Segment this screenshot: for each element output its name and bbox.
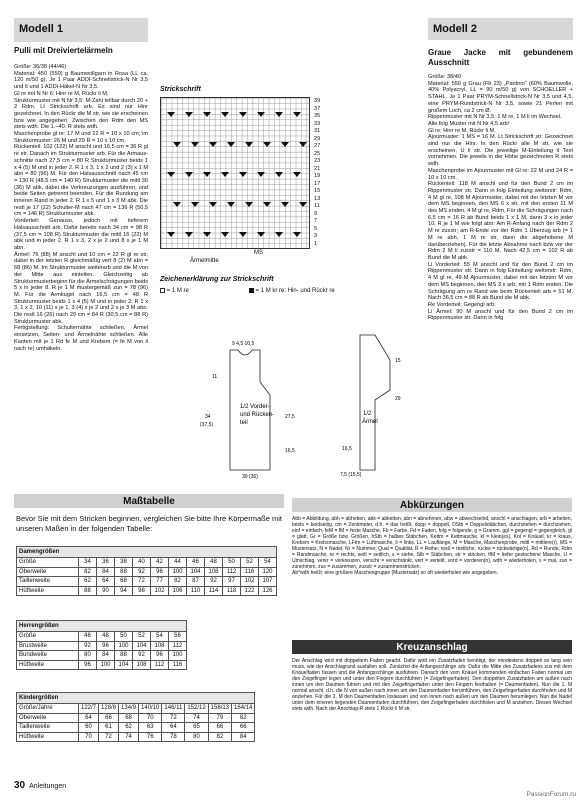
chart-cross-symbol <box>185 232 193 237</box>
chart-row-number: 13 <box>314 195 321 202</box>
row-label: Taillenweite <box>17 577 79 587</box>
table-cell: 72 <box>99 732 119 742</box>
chart-row-number: 35 <box>314 113 321 119</box>
table-cell: 46 <box>187 558 205 568</box>
table-cell: 164/14 <box>232 704 255 714</box>
chart-cross-symbol <box>257 112 265 117</box>
svg-text:34: 34 <box>205 414 211 420</box>
table-cell: 108 <box>205 567 223 577</box>
table-cell: 120 <box>259 567 277 577</box>
table-cell: 116 <box>169 660 187 670</box>
table-cell: 64 <box>79 713 99 723</box>
page-number: 30 <box>14 780 26 791</box>
table-cell: 84 <box>232 732 255 742</box>
table-row <box>17 577 277 587</box>
section-label: Anleitungen <box>29 783 67 790</box>
table-cell: 100 <box>97 660 115 670</box>
chart-cross-symbol <box>191 142 199 147</box>
legend-item-kr: = 1 M kr re: Hin- und Rückr re <box>249 288 335 294</box>
table-cell: 110 <box>187 586 205 596</box>
chart-row-number: 21 <box>314 165 321 172</box>
table-cell: 63 <box>139 723 162 733</box>
table-cell: 108 <box>133 660 151 670</box>
chart-cross-symbol <box>221 112 229 117</box>
chart-cross-symbol <box>173 142 181 147</box>
table-cell: 97 <box>223 577 241 587</box>
abkuerzungen-text: Abb = Abbildung, abh = abheben, abk = abketten, abn = abnehmen, abw = abwechselnd, anschl = anschlagen, arb = arbeiten, beids = beidseitig, cm = Zentimeter, d.h. = das heißt, dopp = doppelt, DStb = Doppelstäbchen, durchziehen = durchziehen, einf = einfach, feM = fM = feste Masche, Fb = Farbe, Fd = Faden, folg = folgende, g = Gramm, ggl = gegengl = gegengleich, gl = glatt, Gr = Größe bzw. Größen, hStb = halbes Stäbchen, Kettm = Kettmasche, kl = klein(es), Knl = Knäuel, kr = kraus, Krebsm = Krebsmasche, LFtm = Luftmasche, li = links, LL = Lauflänge, M = Masche, Maschenprobe, mittl = mittlere(r), MS = Mustersatz, N = Nadel, Nr = Nummer, Qual = Qualität, R = Reihe, restl = restliche, rückw = rückwärtige(n), Rd = Runde, Rdm = Randmasche, re = rechts, seitl = seitlich, s = siehe, Stb = Stäbchen, str = stricken, tfM = tiefer gestochene Masche, U = Umschlag, verkr = verkreuzen, verschr = verschränkt, vert = verteilt, vord = vorderen(n), wdh = wiederholen, x = mal, zun = zunehmen, zus = zusammen, zusstr = zusammenstricken. Ab*wdh heißt: eine größere Maschengruppe (Mustersatz) so oft wiederholen wie angegeben. <box>292 516 572 576</box>
table-row <box>17 651 187 661</box>
table-cell: 82 <box>208 732 231 742</box>
chart-cross-symbol <box>191 202 199 207</box>
table-cell: 70 <box>139 713 162 723</box>
svg-text:7,5 (15,5): 7,5 (15,5) <box>340 472 362 478</box>
table-cell: 94 <box>115 586 133 596</box>
table-cell: 108 <box>151 641 169 651</box>
chart-row-number: 3 <box>314 233 318 239</box>
svg-text:und Rücken-: und Rücken- <box>240 412 275 418</box>
model2-column <box>428 48 573 322</box>
table-cell: 102 <box>151 586 169 596</box>
row-label: Größe/Jahre <box>17 704 79 714</box>
chart-cross-symbol <box>293 232 301 237</box>
chart-row-number: 29 <box>314 135 321 142</box>
table-cell: 106 <box>169 586 187 596</box>
table-cell: 82 <box>79 567 97 577</box>
table-row <box>17 641 187 651</box>
chart-row-number: 11 <box>314 203 320 209</box>
table-cell: 112 <box>151 660 169 670</box>
table-cell: 66 <box>99 713 119 723</box>
svg-text:30 (36): 30 (36) <box>242 474 258 480</box>
chart-title: Strickschrift <box>160 86 201 93</box>
chart-cross-symbol <box>221 172 229 177</box>
kinder-title: Kindergrößen <box>16 692 255 703</box>
chart-row-number: 39 <box>314 98 321 104</box>
abkuerzungen-heading: Abkürzungen <box>292 498 572 512</box>
legend-title: Zeichenerklärung zur Strickschrift <box>160 276 274 283</box>
table-cell: 46 <box>79 632 97 642</box>
chart-cross-symbol <box>245 142 253 147</box>
table-cell: 107 <box>259 577 277 587</box>
table-row <box>17 567 277 577</box>
table-cell: 102 <box>241 577 259 587</box>
chart-cross-symbol <box>185 112 193 117</box>
kreuzanschlag-text: Der Anschlag wird mit doppeltem Faden gearbt. Dafür wird ein Zusatzfaden benötigt, der mindestens doppelt so lang sein muss, wie der Anschlagrand ausfallen soll. Zunächst die Anfangsschlinge arb: Dafür die Mitte des Zusatzfadens zus mit dem Knäuelfaden fassen und die Anfangsschlinge ausführen. Danach den vom Knäuel kommenden einfachen Faden normal um den Zeigefinger legen und unter den Fingern durchführen (= Zeigefingerfaden). Den doppelten Zusatzfaden um außen nach innen um den Daumen führen und mit den Zeigefingerfaden unter den Fingern festhalten (= Daumenfaden). Nun die 1. M normal anschl, d.h. die N von außen nach innen um den Daumenfaden herumführen, den Zeigefingerfaden durchholen und M anziehen. Für die 2. M den Daumenfaden loslassen und von innen nach außen um den Daumen herumlegen. Nun die Nadel unter dem inneren liegenden Daumenfaden durchführen, den Zeigefingerfaden durchholen und M anziehen. Diesen Wechsel stets wdh. Nach der Anschlag-R stets 1 Rückr li M str. <box>292 658 572 712</box>
table-cell: 52 <box>241 558 259 568</box>
table-cell: 44 <box>169 558 187 568</box>
chart-row-number: 27 <box>314 143 321 149</box>
model1-column <box>14 46 148 352</box>
chart-cross-symbol <box>167 172 175 177</box>
herren-table <box>16 620 187 670</box>
row-label: Brustweite <box>17 641 79 651</box>
svg-text:teil: teil <box>240 420 248 426</box>
table-row <box>17 586 277 596</box>
svg-text:(37,5): (37,5) <box>200 422 214 428</box>
chart-cross-symbol <box>263 142 271 147</box>
damen-table <box>16 546 277 596</box>
chart-row-number: 9 <box>314 210 318 217</box>
table-cell: 56 <box>169 632 187 642</box>
table-cell: 90 <box>97 586 115 596</box>
chart-cross-symbol <box>245 202 253 207</box>
model2-heading: Modell 2 <box>428 18 573 40</box>
model2-text: Größe: 38/40 Material: 550 g Grau (Fb 23) „Pantino" (60% Baumwolle, 40% Polyacryl, LL = 90 m/50 g) von SCHOELLER + STAHL. Je 1 Paar PRYM-Schnellstrick-N Nr 3,5 und 4,5, eine PRYM-Rundstrick-N Nr 3,5, sowie 21 Perlen mit großem Loch, ca 2 cm Ø. Rippenmuster mit N Nr 3,5: 1 M re, 1 M li im Wechsel. Alle folg Muster mit N Nr 4,5 arb! Gl re: Hinr re M, Rückr li M. Ajourmuster: 1 MS = 16 M. Lt Strickschrift str. Gezeichnet sind nur die Hinr. In den Rückr alle M str, wie sie erscheinen, U li str. Die jeweilige M-Einteilung lt Text vornehmen. Die jeweils in der Höhe gezeichneten R stets wdh. Maschenprobe im Ajourmuster mit Gl re: 22 M und 24 R = 10 x 10 cm. Rückenteil: 118 M anschl und für den Bund 2 cm im Rippenmuster str. Dann in folg Einteilung weiterstr: Rdm, 4 M gl re, 108 M Ajourmuster, dabei mit der letzten M vor dem MS beginnen, den MS 6 x str, mit den ersten 11 M des MS enden, 4 M gl re, Rdm. Für die Schrägungen nach 6,5 cm = 16 R ab Bund beids 1 x 1 M, dann 3 x in jeder 10. R je 1 M wie folgt abn: Am R-Anfang nach der Rdm 2 M re zusstr; am R-Ende vor der Rdm 1 Überzug arb (= 1 M re abh, 1 M re str, dann die abgehobene M darüberziehen). Für die letzte Abnahme nach bzw vor der Rdm 2 M li zusstr = 110 M. Nach 42,5 cm = 102 R ab Bund die M abk. Li Vorderteil: 55 M anschl und für den Bund 2 cm im Rippenmuster str. Dann in folg Einteilung weiterstr: Rdm, 4 M gl re, 49 M Ajourmuster, dabei mit der letzten M vor dem MS beginnen, den MS 3 x arb, mit 1 Rdm enden. Die Schrägung am re Rand wie beim Rückenteil arb = 51 M. Nach 36,5 cm = 88 R ab Bund die M abk. Re Vorderteil: Gegengl arb. Li Ärmel: 90 M anschl und für den Bund 2 cm im Rippenmuster str. Dann in folg <box>428 74 573 322</box>
chart-cross-symbol <box>293 172 301 177</box>
kinder-table <box>16 692 255 742</box>
table-cell: 92 <box>79 641 97 651</box>
table-cell: 134/9 <box>119 704 139 714</box>
chart-cross-symbol <box>209 202 217 207</box>
table-cell: 96 <box>151 651 169 661</box>
watermark: PassionForum.ru <box>526 791 576 798</box>
table-row <box>17 632 187 642</box>
chart-cross-symbol <box>239 172 247 177</box>
table-cell: 92 <box>205 577 223 587</box>
table-cell: 64 <box>162 723 185 733</box>
table-cell: 100 <box>115 641 133 651</box>
svg-text:9 4,5 10,5: 9 4,5 10,5 <box>232 341 255 347</box>
table-cell: 92 <box>133 651 151 661</box>
table-cell: 146/11 <box>162 704 185 714</box>
table-row <box>17 732 255 742</box>
table-cell: 140/10 <box>139 704 162 714</box>
table-cell: 84 <box>97 567 115 577</box>
svg-text:15: 15 <box>395 358 401 364</box>
damen-title: Damengrößen <box>16 546 277 557</box>
table-cell: 158/13 <box>208 704 231 714</box>
table-cell: 84 <box>97 651 115 661</box>
table-cell: 96 <box>79 660 97 670</box>
table-cell: 98 <box>133 586 151 596</box>
chart-row-number: 1 <box>314 240 318 247</box>
chart-cross-symbol <box>185 172 193 177</box>
table-cell: 66 <box>208 723 231 733</box>
row-label: Größe <box>17 558 79 568</box>
table-cell: 61 <box>99 723 119 733</box>
table-cell: 54 <box>259 558 277 568</box>
model1-title: Pulli mit Dreiviertelärmeln <box>14 46 113 55</box>
table-cell: 104 <box>115 660 133 670</box>
table-cell: 82 <box>169 577 187 587</box>
masstabelle-intro: Bevor Sie mit dem Stricken beginnen, vergleichen Sie bitte Ihre Körpermaße mit unseren Maßen in der folgenden Tabelle: <box>16 514 282 533</box>
chart-row-number: 37 <box>314 105 321 112</box>
chart-row-number: 19 <box>314 173 321 179</box>
table-cell: 72 <box>162 713 185 723</box>
table-cell: 152/12 <box>185 704 208 714</box>
table-cell: 34 <box>79 558 97 568</box>
table-cell: 36 <box>97 558 115 568</box>
row-label: Hüftweite <box>17 586 79 596</box>
table-row <box>17 660 187 670</box>
chart-cross-symbol <box>257 232 265 237</box>
table-cell: 96 <box>97 641 115 651</box>
svg-text:11: 11 <box>212 374 218 380</box>
page-footer <box>14 780 66 791</box>
row-label: Bundweite <box>17 651 79 661</box>
chart-row-number: 17 <box>314 180 321 187</box>
row-label: Taillenweite <box>17 723 79 733</box>
chart-cross-symbol <box>209 142 217 147</box>
chart-row-number: 25 <box>314 150 321 157</box>
svg-text:29: 29 <box>395 396 401 402</box>
chart-cross-symbol <box>173 202 181 207</box>
chart-cross-symbol <box>203 232 211 237</box>
row-label: Oberweite <box>17 567 79 577</box>
table-cell: 114 <box>205 586 223 596</box>
herren-title: Herrengrößen <box>16 620 187 631</box>
chart-grid <box>161 98 309 248</box>
chart-cross-symbol <box>275 172 283 177</box>
table-cell: 48 <box>205 558 223 568</box>
model2-title: Graue Jacke mit gebundenem Ausschnitt <box>428 48 573 67</box>
table-cell: 40 <box>133 558 151 568</box>
chart-cross-symbol <box>275 112 283 117</box>
table-cell: 79 <box>208 713 231 723</box>
table-cell: 72 <box>133 577 151 587</box>
table-cell: 82 <box>232 713 255 723</box>
svg-text:16,5: 16,5 <box>285 448 295 454</box>
chart-cross-symbol <box>239 232 247 237</box>
svg-text:16,5: 16,5 <box>342 446 352 452</box>
table-cell: 50 <box>223 558 241 568</box>
legend-item-re: = 1 M re <box>160 288 189 294</box>
schematic-left-label: 1/2 Vorder- <box>240 404 270 410</box>
table-cell: 66 <box>232 723 255 733</box>
schematic-right-label: 1/2 <box>363 411 372 417</box>
svg-text:Ärmel: Ärmel <box>362 419 378 425</box>
table-cell: 100 <box>169 567 187 577</box>
table-cell: 92 <box>133 567 151 577</box>
table-cell: 77 <box>151 577 169 587</box>
table-cell: 112 <box>223 567 241 577</box>
table-cell: 76 <box>139 732 162 742</box>
chart-cross-symbol <box>239 112 247 117</box>
chart-cross-symbol <box>281 142 289 147</box>
schematic-diagram <box>160 300 420 480</box>
chart-cross-symbol <box>293 112 301 117</box>
table-cell: 54 <box>151 632 169 642</box>
table-row <box>17 713 255 723</box>
chart-cross-symbol <box>203 112 211 117</box>
row-label: Größe <box>17 632 79 642</box>
masstabelle-heading: Maßtabelle <box>14 494 284 508</box>
chart-cross-symbol <box>299 202 307 207</box>
table-cell: 96 <box>151 567 169 577</box>
table-cell: 50 <box>115 632 133 642</box>
row-label: Oberweite <box>17 713 79 723</box>
model1-text: Größe: 36/38 (44/46) Material: 450 (550) g Baumwollgarn in Rosa (LL ca. 120 m/50 g). Je 1 Paar ADDI-Schnellstrick-N Nr 3,5 und 6 und 1 ADDI-Häkel-N Nr 3,5. Gl re mit N Nr 6: Hinr re M, Rückr li M. Strukturmuster mit N Nr 3,5: M-Zahl teilbar durch 20 + 2 Rdm. Lt Strickschrift arb. Es sind nur Hinr gezeichnet. In den Rückr die M str, wie sie erscheinen bzw wie angegeben. Zwischen den Rdm den MS stets wdh. Die 1.–40. R stets wdh. Maschenprobe gl re: 17 M und 22 R = 10 x 10 cm; im Strukturmuster: 26 M und 29 R = 10 x 10 cm. Rückenteil: 102 (122) M anschl und 16,5 cm = 36 R gl re str. Danach im Strukturmuster arb. Für die Armaus-schnitte nach 27,5 cm = 80 R Strukturmuster beids 1 x 4 (5) M und in jeder 2. R 1 x 3, 1 x 2 und 2 (3) x 1 M abn = 80 (96) M. Für den Halsausschnitt nach 45 cm = 130 R (48,5 cm = 140 R) Strukturmuster die mittl 30 (36) M abk, dabei die Verkreuzungen ausführen, und beide Seiten getrennt beenden. Für die Rundung am inneren Rand in jeder 2. R 1 x 5 und 1 x 3 M abk. Die restl je 17 (22) Schulter-M nach 47 cm = 136 R (50,5 cm = 146 R) Strukturmuster abk. Vorderteil: Genauso, jedoch mit tieferem Halsausschnitt arb. Dafür bereits nach 34 cm = 98 R (37,5 cm = 108 R) Strukturmuster die mittl 16 (22) M abk und in jeder 2. R 1 x 3, 2 x je 2 und 8 x je 1 M abn. Ärmel: 76 (88) M anschl und 10 cm = 22 R gl re str, dabei in der letzten R gleichmäßig vert 8 (2) M abn = 68 (86) M. Im Strukturmuster weiterarb und die M von der Mitte aus einteilen. Gleichzeitig ab Strukturmusterbeginn für die Ärmelschrägungen beids 5 x in jeder 8. R je 1 M mustergemäß zun = 78 (96) M. Für die Armkugel nach 16,5 cm = 48 R Strukturmuster beids 1 x 4 (5) M und in jeder 2. R 1 x 3, 1 x 2, 10 (11) x je 1, 3 (4) x je 2 und 2 x je 3 M abn. Die restl 16 (26) nach 29 cm = 84 R (30,5 cm = 88 R) Strukturmuster abk. Fertigstellung: Schulternähte schließen. Ärmel einsetzen, Seiten- und Ärmelnähte schließen. Alle Kanten mit je 1 Rd fe M und Krebsm (= fe M von li nach re) umhäkeln. <box>14 64 149 352</box>
ms-label: MS <box>254 250 263 256</box>
chart-cross-symbol <box>275 232 283 237</box>
table-cell: 68 <box>115 577 133 587</box>
chart-cross-symbol <box>227 202 235 207</box>
row-label: Hüftweite <box>17 732 79 742</box>
table-row <box>17 704 255 714</box>
table-cell: 60 <box>79 723 99 733</box>
chart-row-number: 15 <box>314 188 321 194</box>
table-cell: 74 <box>119 732 139 742</box>
chart-cross-symbol <box>203 172 211 177</box>
table-cell: 126 <box>259 586 277 596</box>
row-label: Hüftweite <box>17 660 79 670</box>
table-cell: 65 <box>185 723 208 733</box>
table-cell: 104 <box>187 567 205 577</box>
table-cell: 88 <box>79 586 97 596</box>
chart-cross-symbol <box>299 142 307 147</box>
table-cell: 62 <box>79 577 97 587</box>
chart-cross-symbol <box>263 202 271 207</box>
table-cell: 52 <box>133 632 151 642</box>
table-row <box>17 723 255 733</box>
table-cell: 80 <box>79 651 97 661</box>
table-cell: 70 <box>79 732 99 742</box>
chart-cross-symbol <box>167 112 175 117</box>
table-cell: 128/8 <box>99 704 119 714</box>
chart-row-number: 5 <box>314 225 318 232</box>
kreuzanschlag-heading: Kreuzanschlag <box>292 640 572 654</box>
table-cell: 64 <box>97 577 115 587</box>
center-label: Ärmelmitte <box>190 258 219 264</box>
table-cell: 62 <box>119 723 139 733</box>
chart-row-number: 23 <box>314 158 321 164</box>
table-cell: 100 <box>169 651 187 661</box>
table-cell: 80 <box>185 732 208 742</box>
chart-cross-symbol <box>257 172 265 177</box>
table-cell: 122 <box>241 586 259 596</box>
table-row <box>17 558 277 568</box>
model1-heading: Modell 1 <box>14 18 148 42</box>
chart-cross-symbol <box>227 142 235 147</box>
table-cell: 74 <box>185 713 208 723</box>
chart-cross-symbol <box>167 232 175 237</box>
table-cell: 38 <box>115 558 133 568</box>
chart-row-number: 33 <box>314 120 321 127</box>
table-cell: 48 <box>97 632 115 642</box>
table-cell: 78 <box>162 732 185 742</box>
table-cell: 118 <box>223 586 241 596</box>
table-cell: 104 <box>133 641 151 651</box>
table-cell: 87 <box>187 577 205 587</box>
svg-text:27,5: 27,5 <box>285 414 295 420</box>
table-cell: 88 <box>115 567 133 577</box>
table-cell: 112 <box>169 641 187 651</box>
chart-cross-symbol <box>281 202 289 207</box>
chart-cross-symbol <box>221 232 229 237</box>
chart-row-number: 7 <box>314 218 318 224</box>
table-cell: 116 <box>241 567 259 577</box>
table-cell: 42 <box>151 558 169 568</box>
table-cell: 88 <box>115 651 133 661</box>
chart-row-number: 31 <box>314 128 321 134</box>
table-cell: 122/7 <box>79 704 99 714</box>
table-cell: 68 <box>119 713 139 723</box>
stitch-chart <box>160 97 310 249</box>
